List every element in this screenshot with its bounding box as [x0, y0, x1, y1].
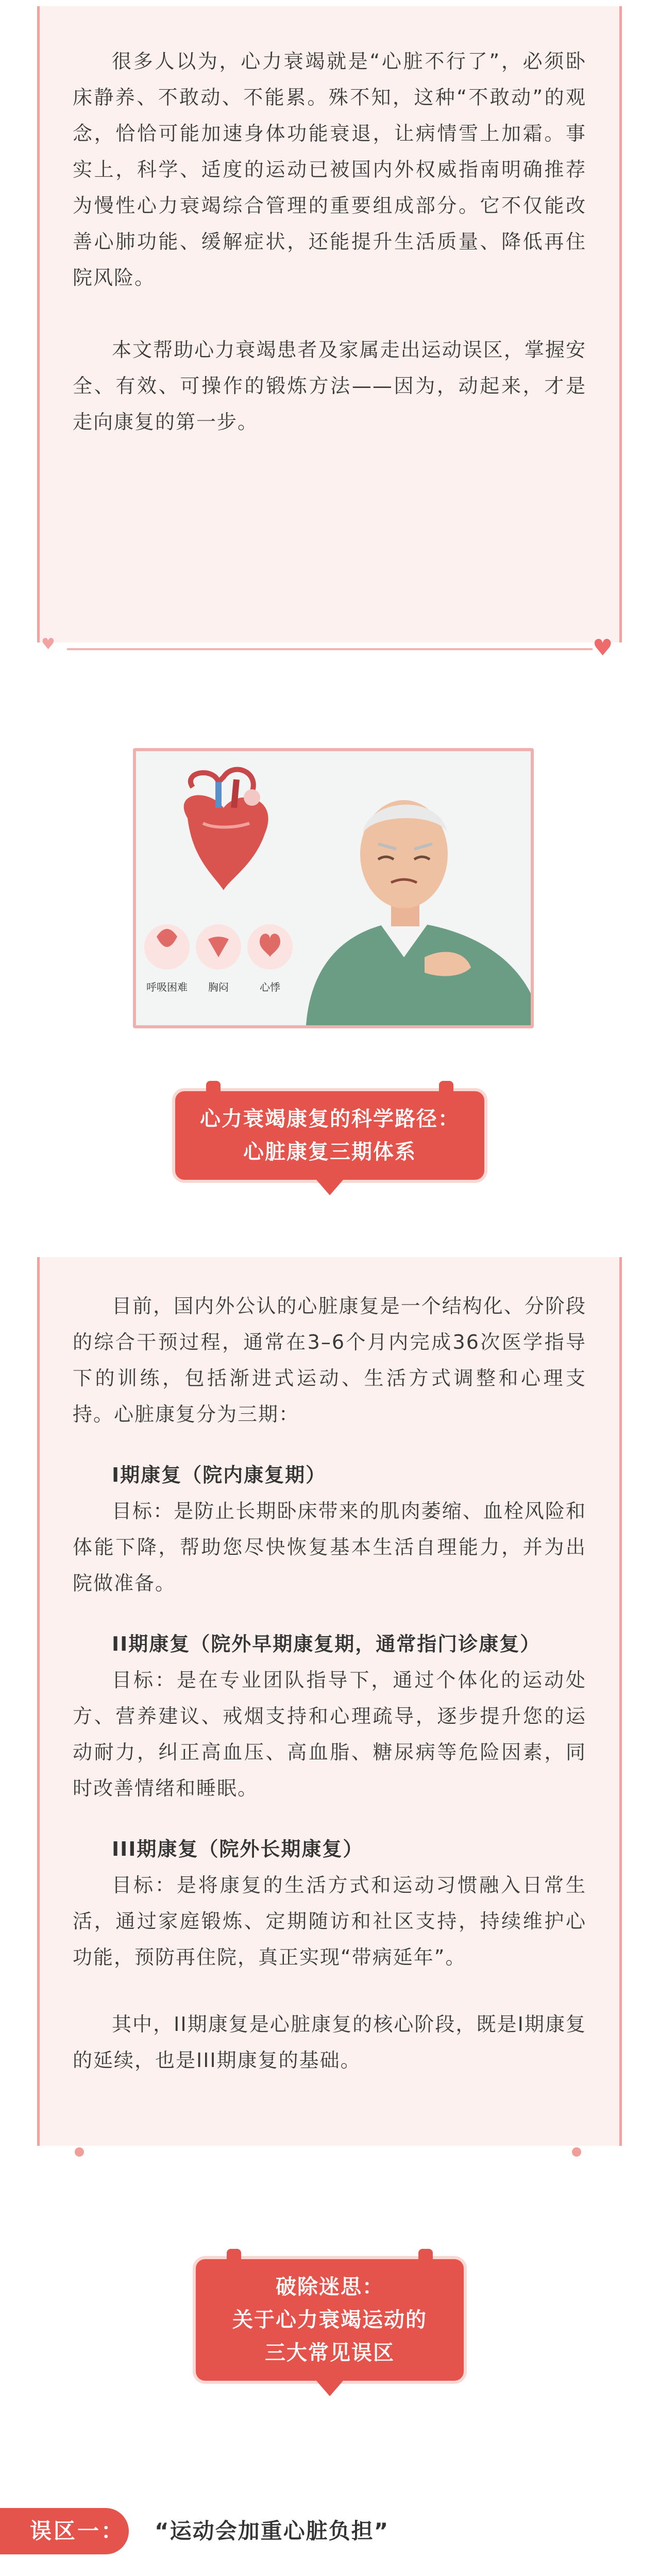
heart-icon: ♥ — [593, 635, 613, 661]
banner-tail — [316, 1180, 343, 1195]
symptom-label: 心悸 — [260, 982, 280, 993]
phase3-body: 目标：是将康复的生活方式和运动习惯融入日常生活，通过家庭锻炼、定期随访和社区支持，持续维护心功能，预防再住院，真正实现“带病延年”。 — [73, 1874, 586, 1969]
decor-dot — [75, 2147, 84, 2157]
rehab-box — [37, 1257, 622, 2146]
symptom-label: 胸闷 — [208, 982, 229, 993]
phase2-body: 目标：是在专业团队指导下，通过个体化的运动处方、营养建议、戒烟支持和心理疏导，逐步提升您的运动耐力，纠正高血压、高血脂、糖尿病等危险因素，同时改善情绪和睡眠。 — [73, 1669, 586, 1800]
intro-paragraph-2: 本文帮助心力衰竭患者及家属走出运动误区，掌握安全、有效、可操作的锻炼方法——因为，动起来，才是走向康复的第一步。 — [73, 338, 586, 433]
decor-dot — [572, 2147, 581, 2157]
phase1-title: I期康复（院内康复期） — [112, 1464, 327, 1486]
section-title-myths — [196, 2259, 464, 2381]
banner-tail — [316, 2381, 343, 2396]
divider — [67, 648, 593, 650]
myth-1-header — [0, 2508, 659, 2554]
rehab-summary: 其中，II期康复是心脏康复的核心阶段，既是I期康复的延续，也是III期康复的基础。 — [73, 2013, 586, 2072]
phase3-title: III期康复（院外长期康复） — [112, 1838, 364, 1860]
section-title-line: 关于心力衰竭运动的 — [232, 2308, 427, 2332]
symptom-icons — [144, 924, 293, 970]
intro-paragraph-1: 很多人以为，心力衰竭就是“心脏不行了”，必须卧床静养、不敢动、不能累。殊不知，这种“不敢动”的观念，恰恰可能加速身体功能衰退，让病情雪上加霜。事实上，科学、适度的运动已被国内外权威指南明确推荐为慢性心力衰竭综合管理的重要组成部分。它不仅能改善心肺功能、缓解症状，还能提升生活质量、降低再住院风险。 — [73, 50, 586, 289]
section-title-line: 心力衰竭康复的科学路径： — [200, 1107, 460, 1131]
phase2-title: II期康复（院外早期康复期，通常指门诊康复） — [112, 1633, 541, 1655]
banner-ear — [206, 1081, 221, 1101]
illustration-svg — [136, 751, 531, 1025]
section-title-line: 心脏康复三期体系 — [243, 1140, 416, 1164]
section-title-line: 破除迷思： — [276, 2275, 384, 2299]
section-title-line: 三大常见误区 — [265, 2341, 395, 2365]
heart-failure-illustration — [133, 748, 534, 1028]
phase1-body: 目标：是防止长期卧床带来的肌肉萎缩、血栓风险和体能下降，帮助您尽快恢复基本生活自理能力，并为出院做准备。 — [73, 1500, 586, 1595]
myth-tag: 误区一： — [0, 2508, 129, 2554]
heart-icon: ♥ — [41, 635, 55, 653]
banner-ear — [418, 2249, 433, 2269]
rehab-intro: 目前，国内外公认的心脏康复是一个结构化、分阶段的综合干预过程，通常在3–6个月内完成36次医学指导下的训练，包括渐进式运动、生活方式调整和心理支持。心脏康复分为三期： — [73, 1295, 586, 1426]
banner-ear — [439, 1081, 453, 1101]
banner-ear — [227, 2249, 241, 2269]
section-title-rehab — [175, 1091, 484, 1180]
intro-box — [37, 6, 622, 642]
myth-title: “运动会加重心脏负担” — [155, 2518, 390, 2544]
symptom-label: 呼吸困难 — [146, 982, 188, 993]
